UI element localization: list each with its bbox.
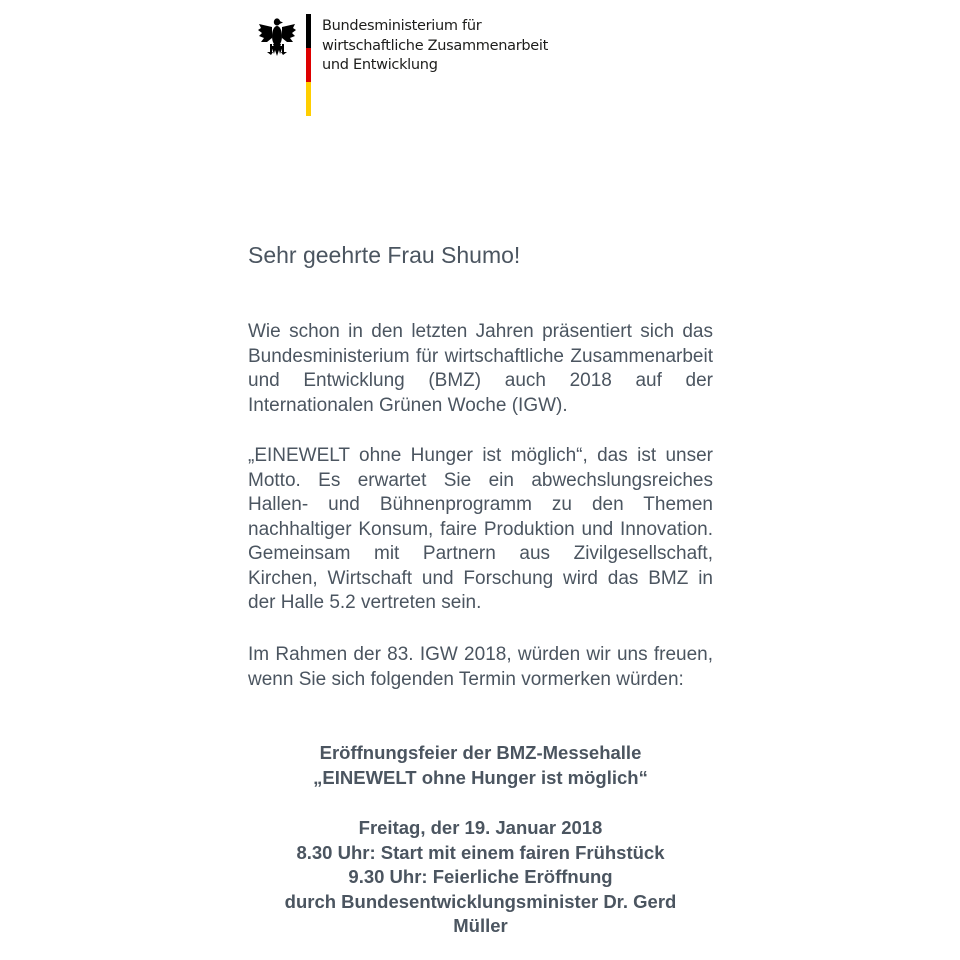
federal-eagle-icon xyxy=(258,16,296,60)
event-title-line: Eröffnungsfeier der BMZ-Messehalle xyxy=(319,742,642,763)
event-speaker-line: Müller xyxy=(453,915,508,936)
motto-paragraph: „EINEWELT ohne Hunger ist möglich“, das ist unser Motto. Es erwartet Sie ein abwechslungsreiches Hallen- und Bühnenprogramm zu den Themen nachhaltiger Konsum, faire Produktion und Innovation. Gemeinsam mit Partnern aus Zivilgesellschaft, Kirchen, Wirtschaft und Forschung wird das BMZ in der Halle 5.2 vertreten sein. xyxy=(248,445,713,613)
ministry-name xyxy=(322,17,548,76)
event-opening-time: 9.30 Uhr: Feierliche Eröffnung xyxy=(348,866,613,887)
ministry-name-line: Bundesministerium für xyxy=(322,18,482,34)
invitation-paragraph: Im Rahmen der 83. IGW 2018, würden wir uns freuen, wenn Sie sich folgenden Termin vormerken würden: xyxy=(248,644,713,690)
event-speaker-line: durch Bundesentwicklungsminister Dr. Gerd xyxy=(284,890,677,912)
event-breakfast-time: 8.30 Uhr: Start mit einem fairen Frühstück xyxy=(296,841,665,863)
event-title-line: „EINEWELT ohne Hunger ist möglich“ xyxy=(313,766,648,788)
ministry-name-line: und Entwicklung xyxy=(322,57,438,73)
intro-paragraph: Wie schon in den letzten Jahren präsentiert sich das Bundesministerium für wirtschaftliche Zusammenarbeit und Entwicklung (BMZ) auch 2018 auf der Internationalen Grünen Woche (IGW). xyxy=(248,321,713,416)
german-flag-bar xyxy=(306,14,311,116)
event-title xyxy=(248,741,713,790)
flag-stripe-gold xyxy=(306,82,311,116)
ministry-logo xyxy=(258,14,578,118)
flag-stripe-black xyxy=(306,14,311,48)
event-details xyxy=(248,816,713,939)
salutation: Sehr geehrte Frau Shumo! xyxy=(248,242,521,268)
ministry-name-line: wirtschaftliche Zusammenarbeit xyxy=(322,37,549,54)
event-date: Freitag, der 19. Januar 2018 xyxy=(358,817,603,838)
flag-stripe-red xyxy=(306,48,311,82)
